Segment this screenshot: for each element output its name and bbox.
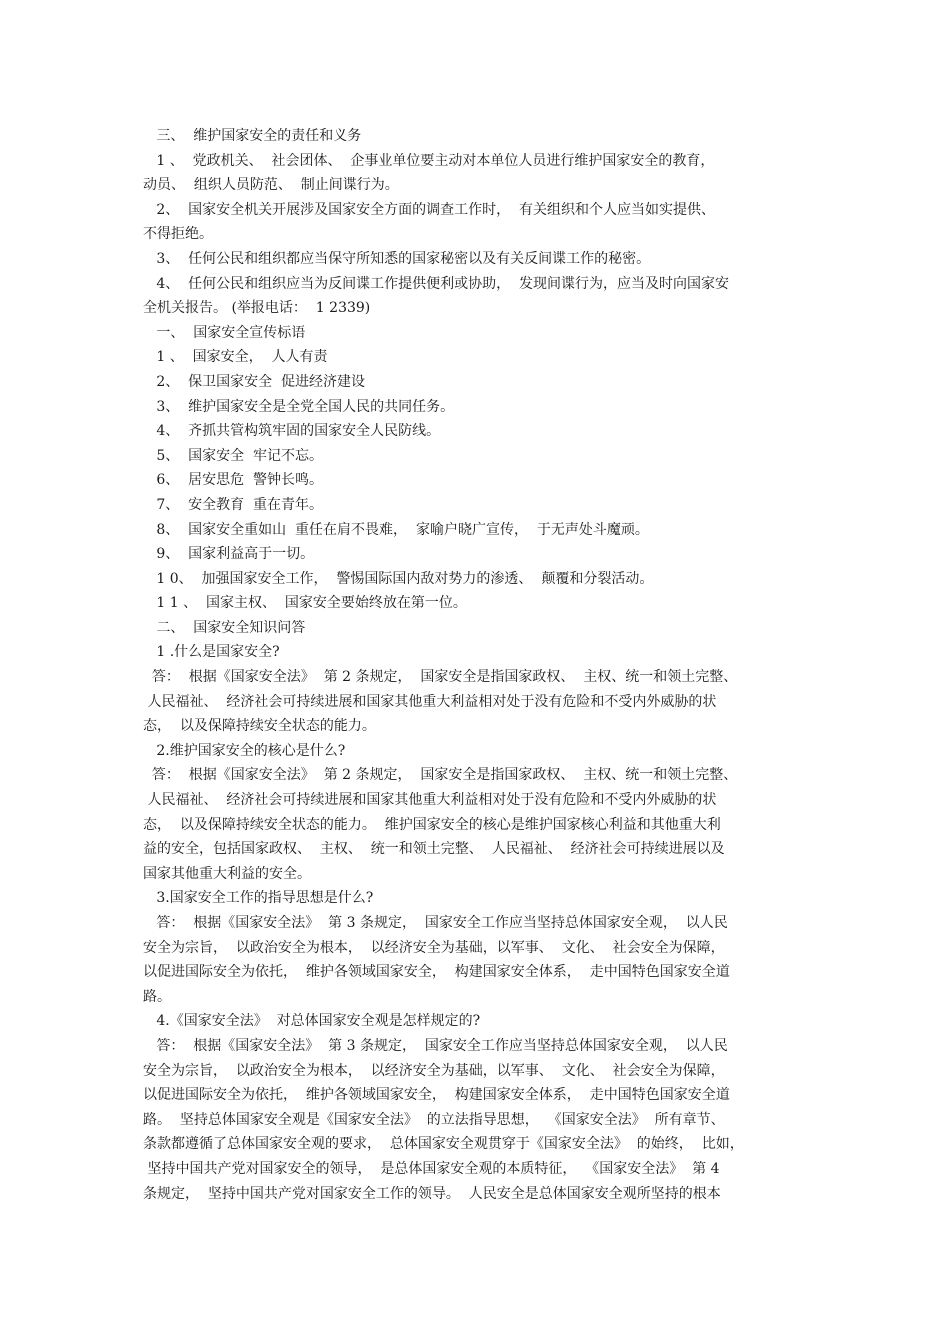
text-line: 1 、 党政机关、 社会团体、 企事业单位要主动对本单位人员进行维护国家安全的教育， xyxy=(143,152,715,169)
text-line: 条规定， 坚持中国共产党对国家安全工作的领导。 人民安全是总体国家安全观所坚持的根本 xyxy=(143,1185,721,1202)
text-line: 答： 根据《国家安全法》 第 3 条规定， 国家安全工作应当坚持总体国家安全观， 以人民 xyxy=(143,1037,728,1054)
text-line: 1 、 国家安全， 人人有责 xyxy=(143,349,328,366)
text-line: 坚持中国共产党对国家安全的领导， 是总体国家安全观的本质特征， 《国家安全法》 第 4 xyxy=(143,1160,720,1177)
text-line: 路。 坚持总体国家安全观是《国家安全法》 的立法指导思想， 《国家安全法》 所有章节、 xyxy=(143,1111,725,1128)
text-line: 态， 以及保障持续安全状态的能力。 xyxy=(143,718,376,735)
section-heading: 二、 国家安全知识问答 xyxy=(143,619,306,636)
text-line: 9、 国家利益高于一切。 xyxy=(143,546,315,563)
text-line: 2、 保卫国家安全 促进经济建设 xyxy=(143,373,366,390)
question-line: 2.维护国家安全的核心是什么? xyxy=(143,742,346,759)
question-line: 4.《国家安全法》 对总体国家安全观是怎样规定的? xyxy=(143,1013,481,1030)
section-heading: 一、 国家安全宣传标语 xyxy=(143,324,306,341)
text-line: 人民福祉、 经济社会可持续进展和国家其他重大利益相对处于没有危险和不受内外威胁的状 xyxy=(143,792,717,809)
text-line: 动员、 组织人员防范、 制止间谍行为。 xyxy=(143,177,399,194)
text-line: 以促进国际安全为依托， 维护各领域国家安全， 构建国家安全体系， 走中国特色国家安全道 xyxy=(143,1087,730,1104)
text-line: 益的安全，包括国家政权、 主权、 统一和领土完整、 人民福祉、 经济社会可持续进展以及 xyxy=(143,841,725,858)
question-line: 3.国家安全工作的指导思想是什么? xyxy=(143,890,374,907)
text-line: 以促进国际安全为依托， 维护各领域国家安全， 构建国家安全体系， 走中国特色国家安全道 xyxy=(143,964,730,981)
text-line: 人民福祉、 经济社会可持续进展和国家其他重大利益相对处于没有危险和不受内外威胁的状 xyxy=(143,693,717,710)
text-line: 5、 国家安全 牢记不忘。 xyxy=(143,447,324,464)
text-line: 6、 居安思危 警钟长鸣。 xyxy=(143,472,324,489)
text-line: 7、 安全教育 重在青年。 xyxy=(143,496,324,513)
text-line: 4、 齐抓共管构筑牢固的国家安全人民防线。 xyxy=(143,423,441,440)
document-body xyxy=(143,124,823,1206)
text-line: 答： 根据《国家安全法》 第 3 条规定， 国家安全工作应当坚持总体国家安全观， 以人民 xyxy=(143,915,728,931)
text-line: 安全为宗旨， 以政治安全为根本， 以经济安全为基础，以军事、 文化、 社会安全为保障， xyxy=(143,939,725,956)
text-line: 8、 国家安全重如山 重任在肩不畏难， 家喻户晓广宣传， 于无声处斗魔顽。 xyxy=(143,521,649,538)
text-line: 答： 根据《国家安全法》 第 2 条规定， 国家安全是指国家政权、 主权、统一和领土完整、 xyxy=(143,669,738,686)
text-line: 全机关报告。 (举报电话： 1 2339) xyxy=(143,300,371,317)
text-line: 路。 xyxy=(143,988,171,1005)
text-line: 1 0、 加强国家安全工作， 警惕国际国内敌对势力的渗透、 颠覆和分裂活动。 xyxy=(143,570,654,587)
text-line: 3、 维护国家安全是全党全国人民的共同任务。 xyxy=(143,398,455,415)
text-line: 安全为宗旨， 以政治安全为根本， 以经济安全为基础，以军事、 文化、 社会安全为保障， xyxy=(143,1062,725,1079)
text-line: 国家其他重大利益的安全。 xyxy=(143,865,311,882)
text-line: 1 1 、 国家主权、 国家安全要始终放在第一位。 xyxy=(143,595,467,612)
text-line: 3、 任何公民和组织都应当保守所知悉的国家秘密以及有关反间谍工作的秘密。 xyxy=(143,250,651,267)
question-line: 1 .什么是国家安全? xyxy=(143,644,280,661)
text-line: 不得拒绝。 xyxy=(143,226,213,243)
text-line: 答： 根据《国家安全法》 第 2 条规定， 国家安全是指国家政权、 主权、统一和领土完整、 xyxy=(143,767,738,784)
text-line: 态， 以及保障持续安全状态的能力。 维护国家安全的核心是维护国家核心利益和其他重大利 xyxy=(143,816,721,833)
text-line: 2、 国家安全机关开展涉及国家安全方面的调查工作时， 有关组织和个人应当如实提供、 xyxy=(143,201,716,218)
text-line: 4、 任何公民和组织应当为反间谍工作提供便利或协助， 发现间谍行为，应当及时向国家安 xyxy=(143,275,730,292)
text-line: 三、 维护国家安全的责任和义务 xyxy=(143,128,362,144)
text-line: 条款都遵循了总体国家安全观的要求， 总体国家安全观贯穿于《国家安全法》 的始终， 比如， xyxy=(143,1136,744,1153)
